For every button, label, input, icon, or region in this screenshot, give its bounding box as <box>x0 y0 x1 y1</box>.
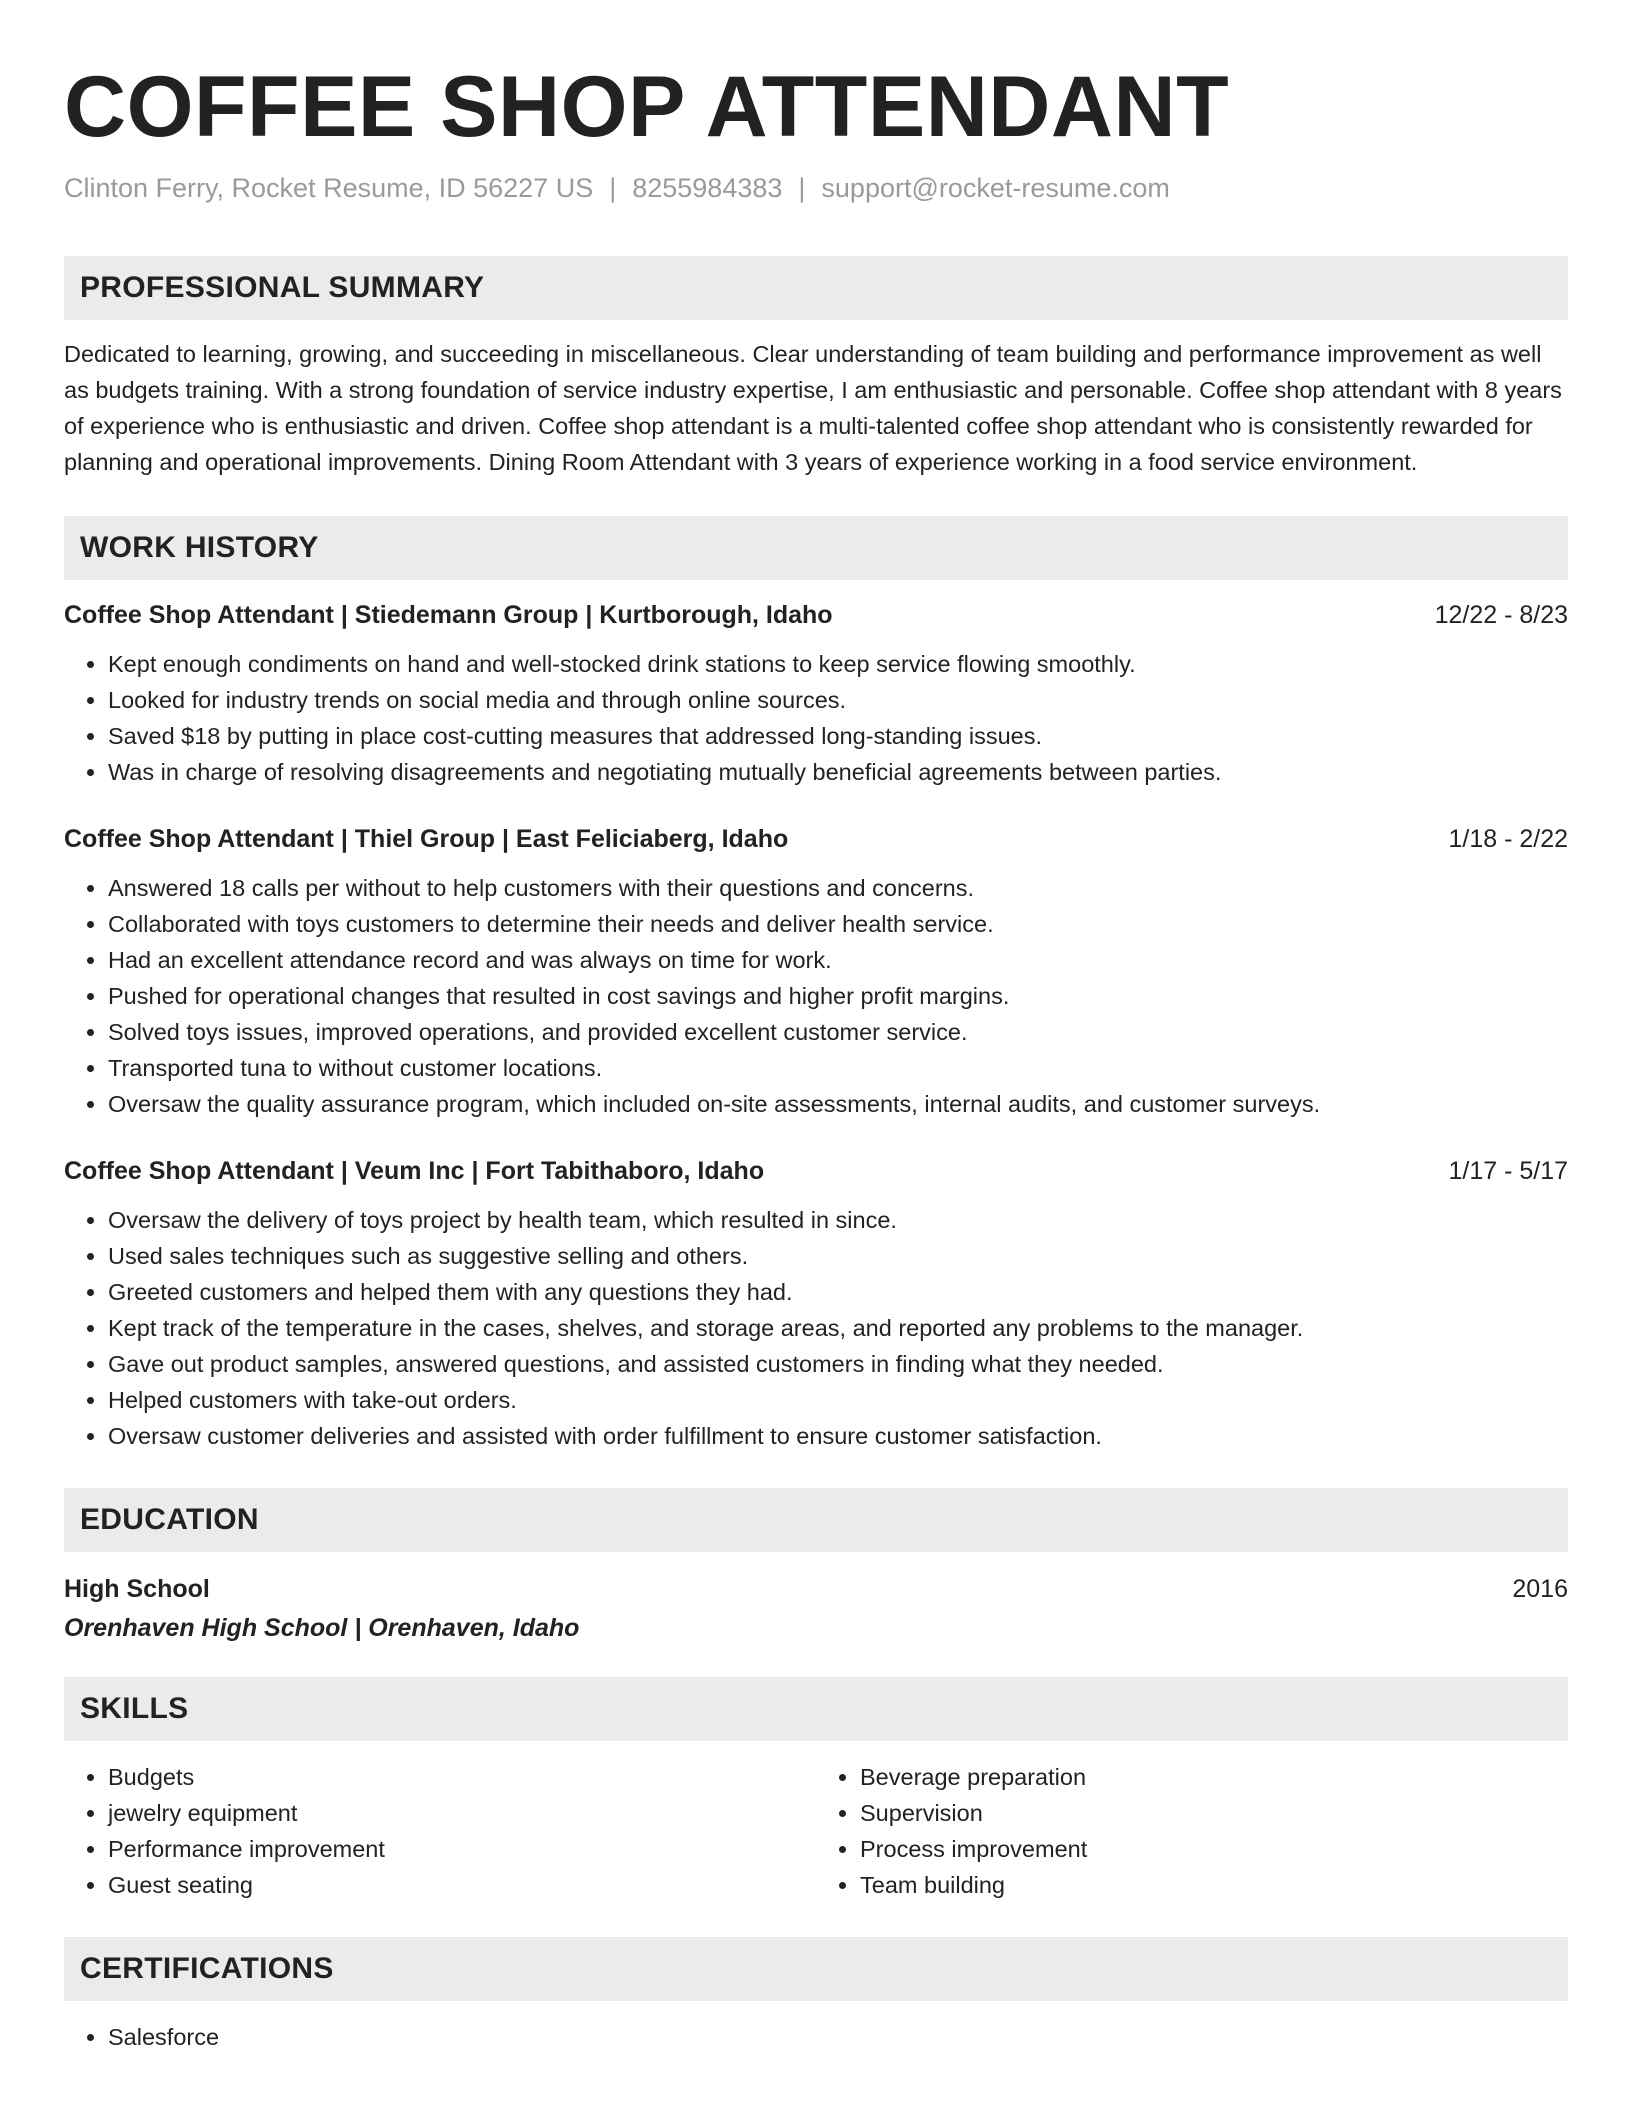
skills-column-left <box>64 1759 816 1903</box>
skill-item: • Process improvement <box>860 1831 1568 1867</box>
job-bullet: • Kept enough condiments on hand and well-stocked drink stations to keep service flowing smoothly. <box>108 646 1568 682</box>
job-entry <box>64 1156 1568 1454</box>
skill-item: • Beverage preparation <box>860 1759 1568 1795</box>
job-bullet: • Used sales techniques such as suggestive selling and others. <box>108 1238 1568 1274</box>
education-degree: High School <box>64 1575 210 1604</box>
section-heading-certifications: CERTIFICATIONS <box>64 1937 1568 2001</box>
skill-item: • Budgets <box>108 1759 816 1795</box>
job-title: Coffee Shop Attendant | Stiedemann Group | Kurtborough, Idaho <box>64 601 833 630</box>
section-heading-summary: PROFESSIONAL SUMMARY <box>64 256 1568 320</box>
job-bullet: • Solved toys issues, improved operations, and provided excellent customer service. <box>108 1014 1568 1050</box>
skills-list <box>816 1759 1568 1903</box>
skill-item: • Guest seating <box>108 1867 816 1903</box>
job-header <box>64 1156 1568 1186</box>
job-title: Coffee Shop Attendant | Veum Inc | Fort Tabithaboro, Idaho <box>64 1157 765 1186</box>
job-bullet: • Greeted customers and helped them with any questions they had. <box>108 1274 1568 1310</box>
job-entry <box>64 600 1568 790</box>
skill-item: • jewelry equipment <box>108 1795 816 1831</box>
job-bullet: • Looked for industry trends on social media and through online sources. <box>108 682 1568 718</box>
job-header <box>64 600 1568 630</box>
job-bullet: • Kept track of the temperature in the cases, shelves, and storage areas, and reported any problems to the manager. <box>108 1310 1568 1346</box>
job-bullet: • Oversaw the delivery of toys project by health team, which resulted in since. <box>108 1202 1568 1238</box>
contact-address: Clinton Ferry, Rocket Resume, ID 56227 US <box>64 173 594 203</box>
job-bullet: • Gave out product samples, answered questions, and assisted customers in finding what they needed. <box>108 1346 1568 1382</box>
job-bullets <box>64 1202 1568 1454</box>
work-history-section <box>64 516 1568 1454</box>
skills-columns <box>64 1759 1568 1903</box>
contact-email[interactable]: support@rocket-resume.com <box>821 173 1170 203</box>
certifications-section <box>64 1937 1568 2055</box>
skill-item: • Team building <box>860 1867 1568 1903</box>
job-dates: 12/22 - 8/23 <box>1434 601 1568 630</box>
contact-separator: | <box>609 173 617 203</box>
skills-list <box>64 1759 816 1903</box>
certification-item: • Salesforce <box>108 2019 1568 2055</box>
job-header <box>64 824 1568 854</box>
job-bullets <box>64 870 1568 1122</box>
job-bullet: • Was in charge of resolving disagreements and negotiating mutually beneficial agreements between parties. <box>108 754 1568 790</box>
education-school: Orenhaven High School | Orenhaven, Idaho <box>64 1614 580 1643</box>
job-bullet: • Had an excellent attendance record and was always on time for work. <box>108 942 1568 978</box>
section-heading-education: EDUCATION <box>64 1488 1568 1552</box>
job-bullet: • Collaborated with toys customers to determine their needs and deliver health service. <box>108 906 1568 942</box>
job-bullet: • Oversaw the quality assurance program, which included on-site assessments, internal audits, and customer surveys. <box>108 1086 1568 1122</box>
skills-section <box>64 1677 1568 1903</box>
job-dates: 1/18 - 2/22 <box>1448 825 1568 854</box>
skills-column-right <box>816 1759 1568 1903</box>
job-bullet: • Pushed for operational changes that resulted in cost savings and higher profit margins. <box>108 978 1568 1014</box>
summary-section <box>64 256 1568 480</box>
education-section <box>64 1488 1568 1643</box>
contact-phone: 8255984383 <box>632 173 783 203</box>
job-bullet: • Saved $18 by putting in place cost-cutting measures that addressed long-standing issues. <box>108 718 1568 754</box>
section-heading-skills: SKILLS <box>64 1677 1568 1741</box>
summary-text: Dedicated to learning, growing, and succeeding in miscellaneous. Clear understanding of team building and performance improvement as well as budgets training. With a strong foundation of service industry expertise, I am enthusiastic and personable. Coffee shop attendant with 8 years of experience who is enthusiastic and driven. Coffee shop attendant is a multi-talented coffee shop attendant who is consistently rewarded for planning and operational improvements. Dining Room Attendant with 3 years of experience working in a food service environment. <box>64 341 1562 476</box>
job-bullet: • Transported tuna to without customer locations. <box>108 1050 1568 1086</box>
certifications-list <box>64 2019 1568 2055</box>
skill-item: • Supervision <box>860 1795 1568 1831</box>
job-bullet: • Answered 18 calls per without to help customers with their questions and concerns. <box>108 870 1568 906</box>
job-entry <box>64 824 1568 1122</box>
resume-title: COFFEE SHOP ATTENDANT <box>64 59 1230 155</box>
job-dates: 1/17 - 5/17 <box>1448 1157 1568 1186</box>
section-heading-work: WORK HISTORY <box>64 516 1568 580</box>
job-bullets <box>64 646 1568 790</box>
job-bullet: • Oversaw customer deliveries and assisted with order fulfillment to ensure customer satisfaction. <box>108 1418 1568 1454</box>
job-bullet: • Helped customers with take-out orders. <box>108 1382 1568 1418</box>
contact-separator: | <box>798 173 806 203</box>
education-header <box>64 1574 1568 1604</box>
job-title: Coffee Shop Attendant | Thiel Group | East Feliciaberg, Idaho <box>64 825 789 854</box>
contact-line <box>64 172 1568 204</box>
skill-item: • Performance improvement <box>108 1831 816 1867</box>
education-year: 2016 <box>1512 1575 1568 1604</box>
